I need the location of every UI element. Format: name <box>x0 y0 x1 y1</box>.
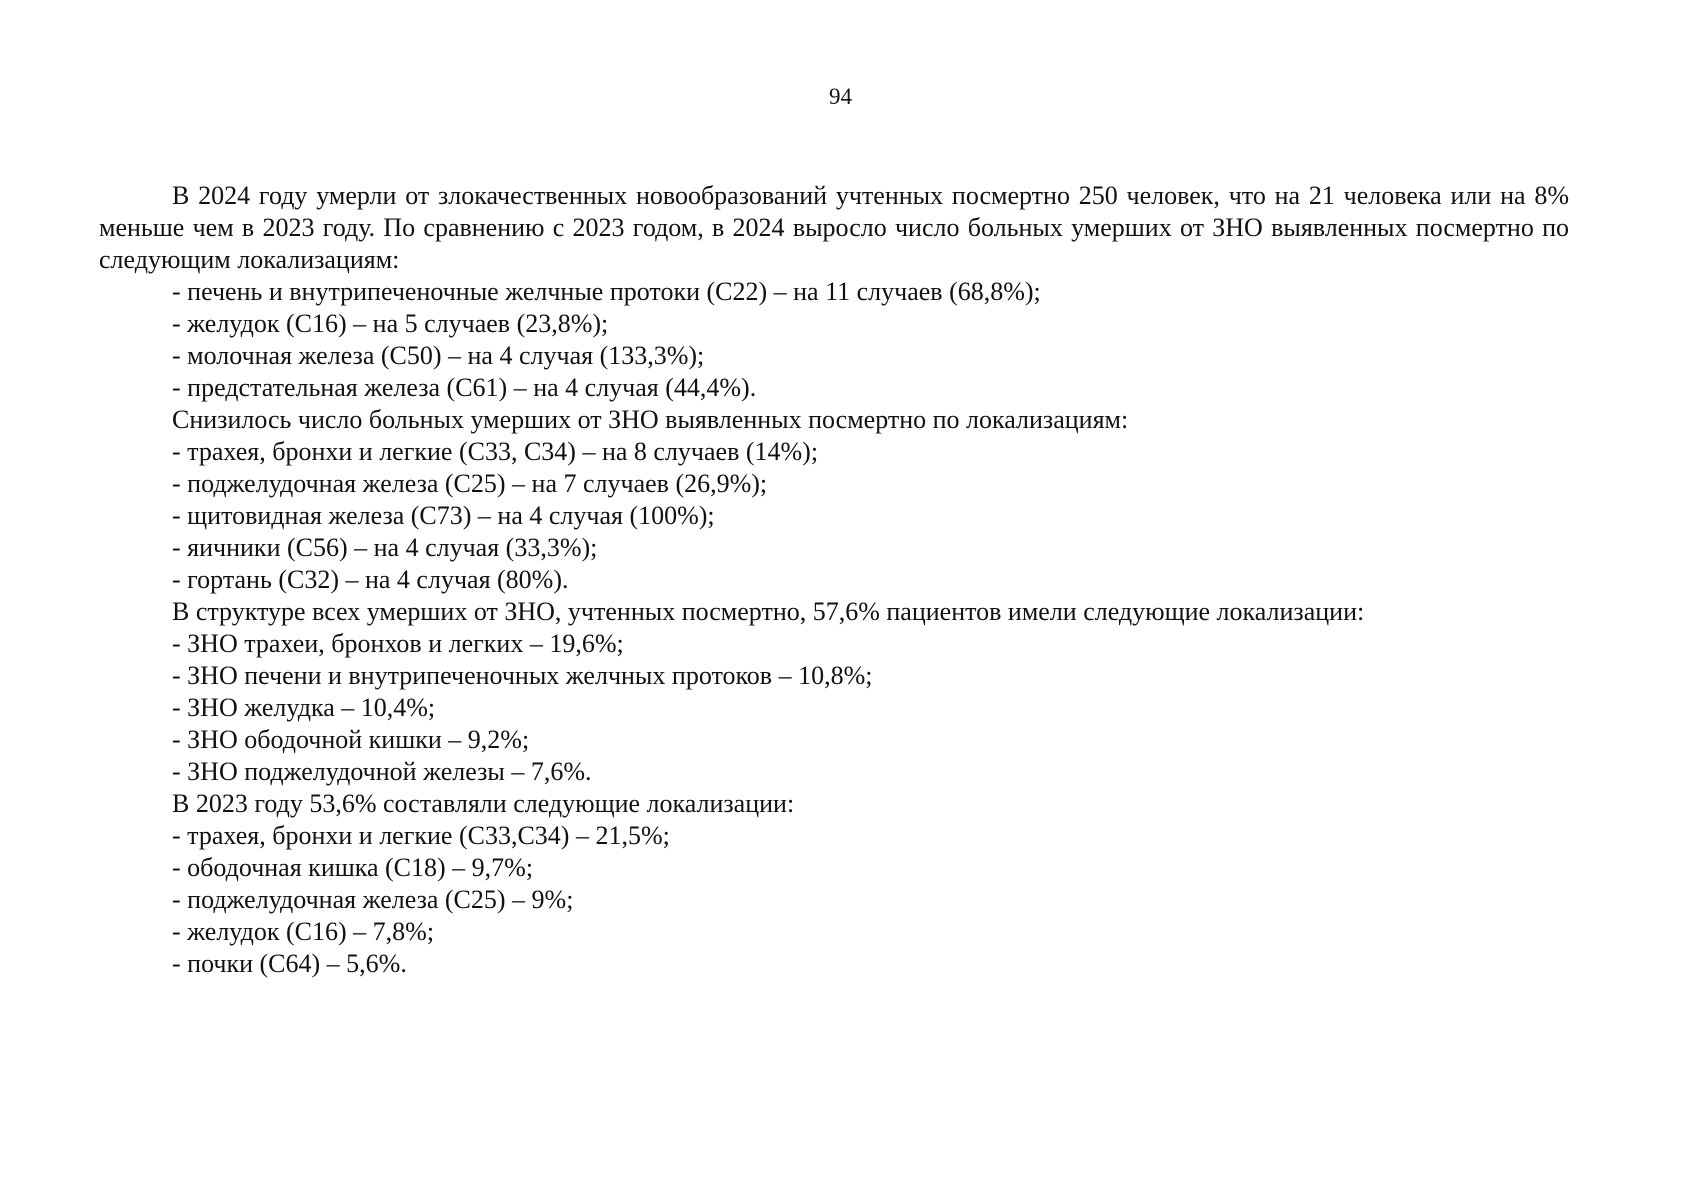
year-2023-heading: В 2023 году 53,6% составляли следующие локализации: <box>172 789 795 818</box>
increase-list <box>99 276 1569 404</box>
list-item: - желудок (С16) – 7,8%; <box>172 917 435 946</box>
decrease-heading: Снизилось число больных умерших от ЗНО выявленных посмертно по локализациям: <box>172 405 1129 434</box>
list-item: - гортань (С32) – на 4 случая (80%). <box>172 565 569 594</box>
list-item: - ЗНО поджелудочной железы – 7,6%. <box>172 757 592 786</box>
list-item: - поджелудочная железа (С25) – 9%; <box>172 885 574 914</box>
list-item: - желудок (С16) – на 5 случаев (23,8%); <box>172 309 609 338</box>
list-item: - ЗНО ободочной кишки – 9,2%; <box>172 725 530 754</box>
list-item: - почки (С64) – 5,6%. <box>172 949 407 978</box>
list-item: - трахея, бронхи и легкие (С33,С34) – 21,5%; <box>172 821 670 850</box>
list-item: - поджелудочная железа (С25) – на 7 случаев (26,9%); <box>172 469 768 498</box>
list-item: - трахея, бронхи и легкие (С33, С34) – на 8 случаев (14%); <box>172 437 819 466</box>
list-item: - ободочная кишка (С18) – 9,7%; <box>172 853 534 882</box>
list-item: - молочная железа (С50) – на 4 случая (133,3%); <box>172 341 705 370</box>
list-item: - предстательная железа (С61) – на 4 случая (44,4%). <box>172 373 757 402</box>
list-item: - печень и внутрипеченочные желчные протоки (С22) – на 11 случаев (68,8%); <box>172 277 1041 306</box>
structure-heading: В структуре всех умерших от ЗНО, учтенных посмертно, 57,6% пациентов имели следующие локализации: <box>172 597 1365 626</box>
decrease-list <box>99 436 1569 596</box>
list-item: - ЗНО желудка – 10,4%; <box>172 693 436 722</box>
year-2023-list <box>99 820 1569 980</box>
list-item: - яичники (С56) – на 4 случая (33,3%); <box>172 533 598 562</box>
list-item: - ЗНО трахеи, бронхов и легких – 19,6%; <box>172 629 624 658</box>
intro-paragraph: В 2024 году умерли от злокачественных новообразований учтенных посмертно 250 человек, что на 21 человека или на 8% меньше чем в 2023 году. По сравнению с 2023 годом, в 2024 выросло число больных умерших от ЗНО выявленных посмертно по следующим локализациям: <box>99 181 1569 274</box>
document-body <box>99 180 1569 980</box>
list-item: - щитовидная железа (С73) – на 4 случая (100%); <box>172 501 715 530</box>
page-number: 94 <box>829 84 852 109</box>
list-item: - ЗНО печени и внутрипеченочных желчных протоков – 10,8%; <box>172 661 873 690</box>
structure-list <box>99 628 1569 788</box>
